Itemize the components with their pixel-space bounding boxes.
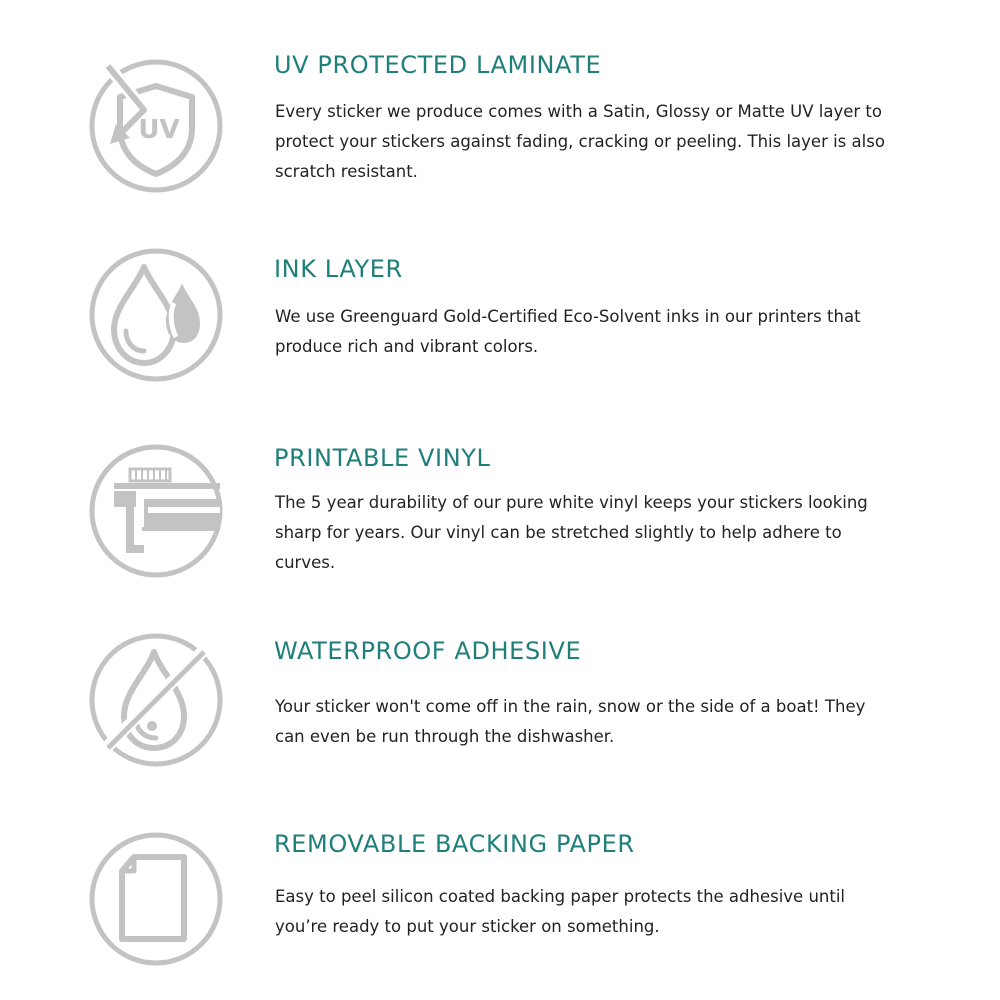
description-line: We use Greenguard Gold-Certified Eco-Solvent inks in our printers that	[275, 307, 861, 326]
feature-description	[275, 488, 965, 578]
feature-title: REMOVABLE BACKING PAPER	[274, 830, 635, 858]
description-line: you’re ready to put your sticker on something.	[275, 917, 660, 936]
feature-description	[275, 692, 965, 752]
description-line: The 5 year durability of our pure white vinyl keeps your stickers looking	[275, 493, 868, 512]
printer-icon	[86, 441, 226, 581]
description-line: Easy to peel silicon coated backing paper protects the adhesive until	[275, 887, 846, 906]
ink-drops-icon	[86, 245, 226, 385]
paper-page-icon	[86, 829, 226, 969]
description-line: curves.	[275, 553, 336, 572]
description-line: Your sticker won't come off in the rain, snow or the side of a boat! They	[275, 697, 866, 716]
feature-description	[275, 302, 965, 362]
uv-shield-icon	[86, 56, 226, 196]
description-line: can even be run through the dishwasher.	[275, 727, 615, 746]
feature-title: PRINTABLE VINYL	[274, 444, 491, 472]
description-line: protect your stickers against fading, cracking or peeling. This layer is also	[275, 132, 885, 151]
feature-description	[275, 882, 965, 942]
feature-title: INK LAYER	[274, 255, 403, 283]
no-water-drop-icon	[86, 630, 226, 770]
description-line: scratch resistant.	[275, 162, 418, 181]
description-line: sharp for years. Our vinyl can be stretched slightly to help adhere to	[275, 523, 842, 542]
svg-text:UV: UV	[138, 115, 180, 145]
feature-description	[275, 97, 965, 187]
description-line: produce rich and vibrant colors.	[275, 337, 539, 356]
description-line: Every sticker we produce comes with a Satin, Glossy or Matte UV layer to	[275, 102, 882, 121]
feature-title: UV PROTECTED LAMINATE	[274, 51, 602, 79]
feature-title: WATERPROOF ADHESIVE	[274, 637, 582, 665]
